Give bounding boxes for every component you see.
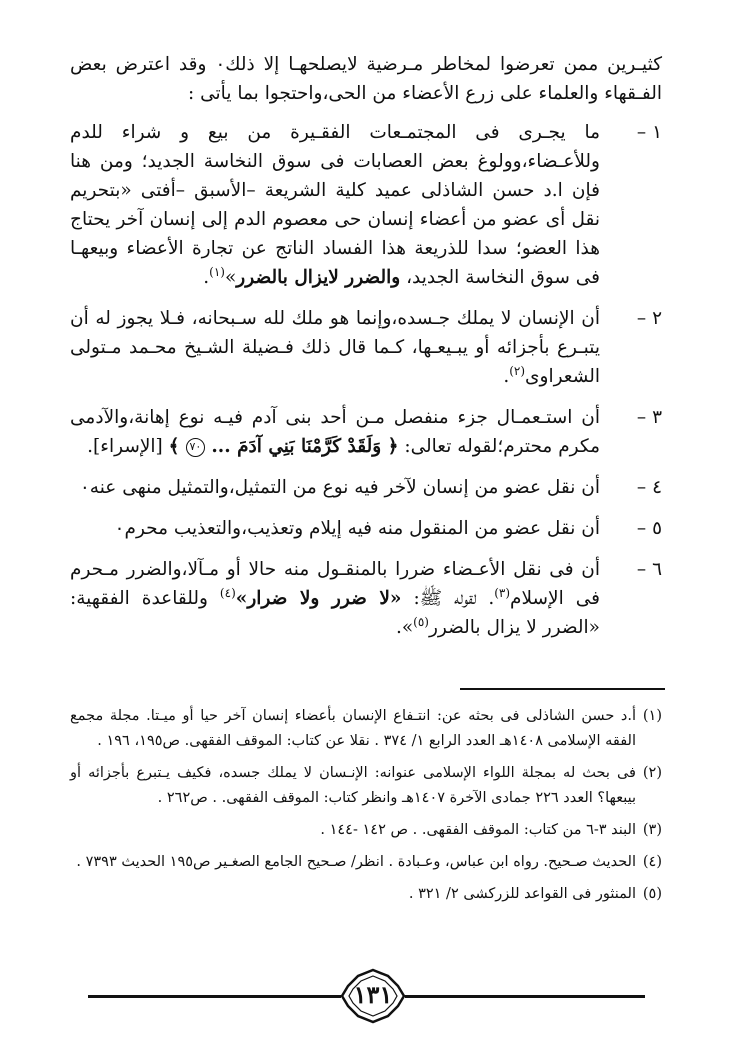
footnote-number: (٣) [642, 822, 662, 838]
footnote-number: (٢) [642, 765, 662, 781]
item-body: أن استـعمـال جزء منفصل مـن أحد بنى آدم فيـه نوع إهانة،والآدمى مكرم محترم؛لقوله تعالى: [70, 407, 600, 457]
item-text [70, 555, 600, 642]
footnote-text: أ.د حسن الشاذلى فى بحثه عن: انتـفاع الإنسان بأعضاء إنسان آخر حيا أو ميـتا. مجلة مجمع الفقه الإسلامى ١٤٠٨هـ العدد الرابع ١/ ٣٧٤ . نقلا عن كتاب: الموقف الفقهى. ص١٩٥، ١٩٦ . [70, 708, 636, 749]
bold-hadith: «لا ضرر ولا ضرار» [235, 588, 402, 609]
item-text [70, 304, 600, 391]
footnote-ref[interactable]: (٢) [509, 363, 526, 378]
item-end: . [203, 267, 210, 288]
list-item-6 [70, 555, 662, 642]
item-end: ». [395, 617, 414, 638]
list-item-1 [70, 118, 662, 292]
item-number: ٤ – [636, 477, 662, 498]
footnote-4 [70, 850, 662, 875]
quran-verse: ﴿ وَلَقَدْ كَرَّمْنَا بَنِي آدَمَ ... [204, 436, 399, 457]
footnote-text: فى بحث له بمجلة اللواء الإسلامى عنوانه: الإنـسان لا يملك جسده، فكيف يـتبرع بأجزائه أو بيبعها؟ العدد ٢٢٦ جمادى الآخرة ١٤٠٧هـ وانظر كتاب: الموقف الفقهى. . ص٢٦٢ . [70, 765, 636, 806]
list-item-5 [70, 514, 662, 543]
list-item-3 [70, 403, 662, 461]
intro-paragraph: كثيـرين ممن تعرضوا لمخاطر مـرضية لايصلحهـا إلا ذلك٠ وقد اعترض بعض الفـقهاء والعلماء على زرع الأعضاء من الحى،واحتجوا بما يأتى : [70, 54, 662, 104]
item-body-2: . لقوله ﷺ: [413, 588, 495, 609]
main-text [70, 50, 662, 654]
footnotes [70, 704, 662, 914]
verse-number-circle: ٧٠ [186, 438, 205, 457]
footnote-ref[interactable]: (٥) [413, 614, 429, 629]
list-item-4 [70, 473, 662, 502]
quote-close: » [224, 267, 237, 288]
item-number: ١ – [636, 122, 662, 143]
footnote-ref[interactable]: (١) [209, 264, 225, 279]
verse-close-bracket: ﴾ [168, 436, 186, 457]
footnote-text: الحديث صـحيح. رواه ابن عباس، وعـبادة . انظر/ صـحيح الجامع الصغـير ص١٩٥ الحديث ٧٣٩٣ . [76, 854, 636, 870]
footnote-divider [460, 688, 665, 690]
surah-reference: [الإسراء]. [87, 436, 169, 457]
footnote-text: البند ٣-٦ من كتاب: الموقف الفقهى. . ص ١٤٢ -١٤٤ . [320, 822, 636, 838]
footnote-2 [70, 761, 662, 811]
item-number: ٣ – [636, 407, 662, 428]
item-text: أن نقل عضو من إنسان لآخر فيه نوع من التمثيل،والتمثيل منهى عنه٠ [79, 477, 600, 498]
footnote-number: (٤) [642, 854, 662, 870]
footnote-text: المنثور فى القواعد للزركشى ٢/ ٣٢١ . [408, 886, 636, 902]
footnote-number: (١) [642, 708, 662, 724]
footnote-ref[interactable]: (٣) [494, 585, 511, 600]
item-body-3: وللقاعدة الفقهية: «الضرر لا يزال بالضرر [70, 588, 600, 638]
footnote-5 [70, 882, 662, 907]
item-end: . [503, 366, 510, 387]
footnote-3 [70, 818, 662, 843]
item-number: ٦ – [636, 559, 662, 580]
page-number: ١٣١ [353, 980, 393, 1009]
item-body: أن الإنسان لا يملك جـسده،وإنما هو ملك لله سـبحانه، فـلا يجوز له أن يتبـرع بأجزائه أو يبـيعـها، كـما قال ذلك فـضيلة الشـيخ محـمد مـتولى الشعراوى [70, 308, 600, 387]
page-footer-rule-right [405, 995, 645, 998]
footnote-1 [70, 704, 662, 754]
bold-quote: والضرر لايزال بالضرر [236, 267, 401, 288]
item-text [70, 403, 600, 461]
item-number: ٥ – [636, 518, 662, 539]
footnote-number: (٥) [642, 886, 662, 902]
item-number: ٢ – [636, 308, 662, 329]
page-footer-rule-left [88, 995, 341, 998]
item-text [70, 118, 600, 292]
item-text: أن نقل عضو من المنقول منه فيه إيلام وتعذيب،والتعذيب محرم٠ [114, 518, 600, 539]
item-body: أن فى نقل الأعـضاء ضررا بالمنقـول منه حالا أو مـآلا،والضرر مـحرم فى الإسلام [70, 559, 600, 609]
footnote-ref[interactable]: (٤) [219, 585, 236, 600]
list-item-2 [70, 304, 662, 391]
page-number-ornament [340, 968, 406, 1024]
item-body: ما يجـرى فى المجتمـعات الفقـيرة من بيع و شراء للدم وللأعـضاء،وولوغ بعض العصابات فى سوق النخاسة الجديد؛ ومن هنا فإن ا.د حسن الشاذلى عميد كلية الشريعة –الأسبق –أفتى «بتحريم نقل أى عضو من أعضاء إنسان حى معصوم الدم إلى إنسان آخر يحتاج هذا العضو؛ سدا للذريعة هذا الفساد الناتج عن تجارة الأعضاء وبيعهـا فى سوق النخاسة الجديد، [70, 122, 600, 288]
